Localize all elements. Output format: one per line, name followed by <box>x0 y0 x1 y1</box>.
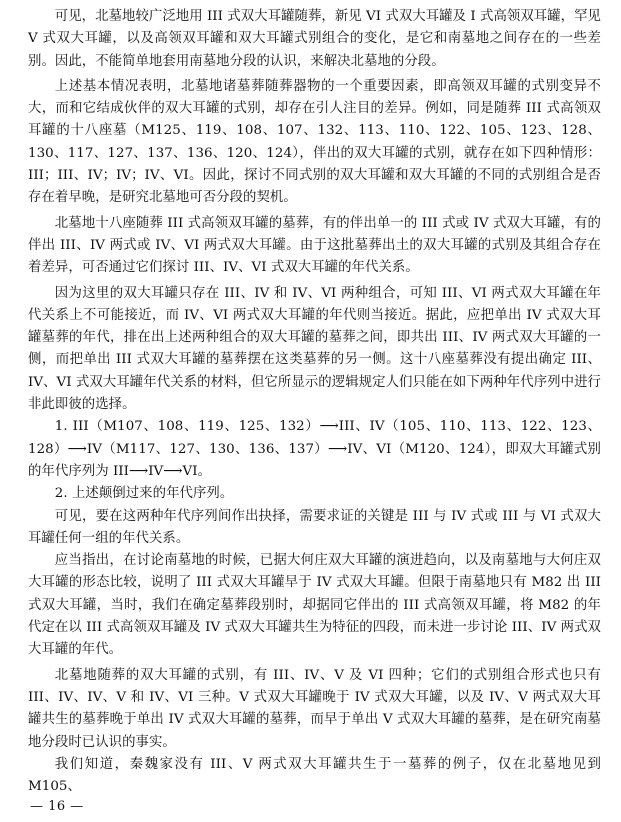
paragraph-7: 北墓地随葬的双大耳罐的式别，有 III、IV、V 及 VI 四种；它们的式别组合形式也只有 III、IV、IV、V 和 IV、VI 三种。V 式双大耳罐晚于 IV 式双大耳罐，以及 IV、V 两式双大耳罐共生的墓葬晚于单出 IV 式双大耳罐的墓葬，而早于单出 V 式双大耳罐的墓葬，是在研究南墓地分段时已认识的事实。 <box>28 667 601 750</box>
paragraph-5: 可见，要在这两种年代序列间作出抉择，需要求证的关键是 III 与 IV 式或 III 与 VI 式双大耳罐任何一组的年代关系。 <box>28 508 601 546</box>
paragraph-8: 我们知道，秦魏家没有 III、V 两式双大耳罐共生于一墓葬的例子，仅在北墓地见到 M105、 <box>28 756 601 795</box>
sequence-item-2: 2. 上述颠倒过来的年代序列。 <box>54 486 234 502</box>
paragraph-2: 上述基本情况表明，北墓地诸墓葬随葬器物的一个重要因素，即高领双耳罐的式别变异不大，而和它结成伙伴的双大耳罐的式别，却存在引人注目的差异。例如，同是随葬 III 式高领双耳罐的十八座墓（M125、119、108、107、132、113、110、122、105、123、128、130、117、127、137、136、120、124），伴出的双大耳罐的式别，就存在如下四种情形：III；III、IV；IV；IV、VI。因此，探讨不同式别的双大耳罐和双大耳罐的不同的式别组合是否存在着早晚，是研究北墓地可否分段的契机。 <box>28 78 601 206</box>
paragraph-1: 可见，北墓地较广泛地用 III 式双大耳罐随葬，新见 VI 式双大耳罐及 I 式高领双耳罐，罕见 V 式双大耳罐，以及高领双耳罐和双大耳罐式别组合的变化，是它和南墓地之间存在的一些差别。因此，不能简单地套用南墓地分段的认识，来解决北墓地的分段。 <box>28 9 601 69</box>
paragraph-3: 北墓地十八座随葬 III 式高领双耳罐的墓葬，有的伴出单一的 III 式或 IV 式双大耳罐，有的伴出 III、IV 两式或 IV、VI 两式双大耳罐。由于这批墓葬出土的双大耳罐的式别及其组合存在着差异，可否通过它们探讨 III、IV、VI 式双大耳罐的年代关系。 <box>28 215 601 276</box>
paragraph-6: 应当指出，在讨论南墓地的时候，已据大何庄双大耳罐的演进趋向，以及南墓地与大何庄双大耳罐的形态比较，说明了 III 式双大耳罐早于 IV 式双大耳罐。但限于南墓地只有 M82 出 III 式双大耳罐，当时，我们在确定墓葬段别时，却据同它伴出的 III 式高领双耳罐，将 M82 的年代定在以 III 式高领双耳罐及 IV 式双大耳罐共生为特征的四段，而未进一步讨论 III、IV 两式双大耳罐的年代。 <box>28 553 601 658</box>
paragraph-4: 因为这里的双大耳罐只存在 III、IV 和 IV、VI 两种组合，可知 III、VI 两式双大耳罐在年代关系上不可能接近，而 IV、VI 两式双大耳罐的年代则当接近。据此，应把单出 IV 式双大耳罐墓葬的年代，排在出上述两种组合的双大耳罐的墓葬之间，即共出 III、IV 两式双大耳罐的一侧，而把单出 III 式双大耳罐的墓葬摆在这类墓葬的另一侧。这十八座墓葬没有提出确定 III、IV、VI 式双大耳罐年代关系的材料，但它所显示的逻辑规定人们只能在如下两种年代序列中进行非此即彼的选择。 <box>28 285 601 413</box>
sequence-item-1: 1. III（M107、108、119、125、132）⟶III、IV（105、110、113、122、123、128）⟶IV（M117、127、130、136、137）⟶IV、VI（M120、124），即双大耳罐式别的年代序列为 III⟶IV⟶VI。 <box>28 419 601 479</box>
page-number: — 16 — <box>30 799 84 814</box>
